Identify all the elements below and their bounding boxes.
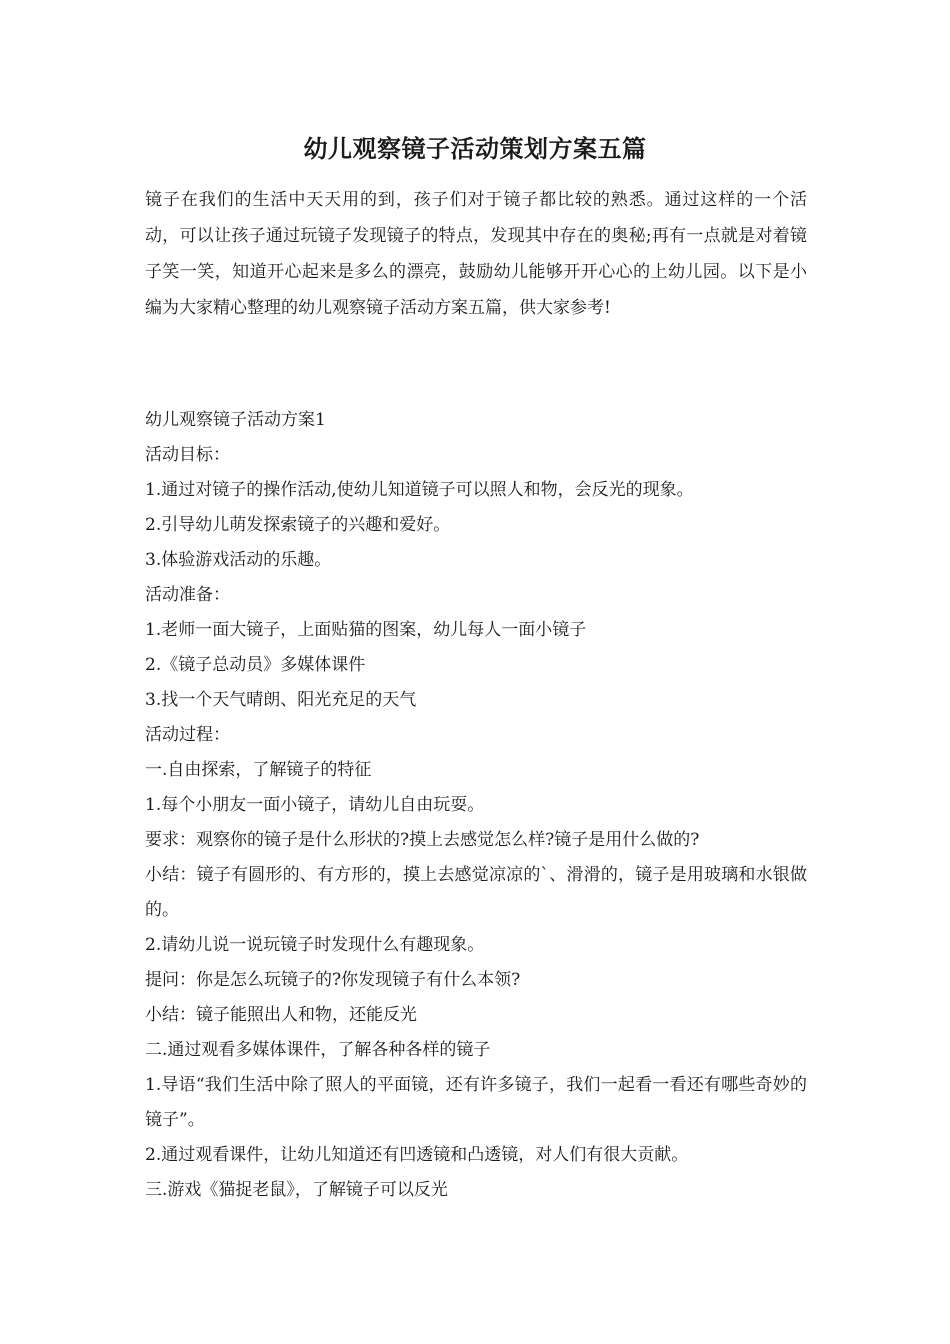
- list-item: 2.引导幼儿萌发探索镜子的兴趣和爱好。: [145, 515, 451, 535]
- list-item: 2.通过观看课件，让幼儿知道还有凹透镜和凸透镜，对人们有很大贡献。: [145, 1145, 689, 1165]
- list-item: 1.每个小朋友一面小镜子，请幼儿自由玩耍。: [145, 795, 485, 815]
- intro-paragraph: 镜子在我们的生活中天天用的到，孩子们对于镜子都比较的熟悉。通过这样的一个活动，可以让孩子通过玩镜子发现镜子的特点，发现其中存在的奥秘;再有一点就是对着镜子笑一笑，知道开心起来是多么的漂亮，鼓励幼儿能够开开心心的上幼儿园。以下是小编为大家精心整理的幼儿观察镜子活动方案五篇，供大家参考!: [145, 190, 807, 318]
- paragraph-line: 要求：观察你的镜子是什么形状的?摸上去感觉怎么样?镜子是用什么做的?: [145, 830, 700, 850]
- subheading-preparation: 活动准备：: [145, 585, 230, 605]
- list-item: 1.导语“我们生活中除了照人的平面镜，还有许多镜子，我们一起看一看还有哪些奇妙的镜子”。: [145, 1075, 807, 1130]
- list-item: 2.《镜子总动员》多媒体课件: [145, 655, 366, 675]
- list-item: 1.通过对镜子的操作活动,使幼儿知道镜子可以照人和物，会反光的现象。: [145, 480, 694, 500]
- paragraph-line: 小结：镜子有圆形的、有方形的，摸上去感觉凉凉的`、滑滑的，镜子是用玻璃和水银做的。: [145, 865, 807, 920]
- subheading-process: 活动过程：: [145, 725, 230, 745]
- document-body: [145, 403, 807, 1208]
- section-heading: 幼儿观察镜子活动方案1: [145, 410, 326, 430]
- list-item: 3.找一个天气晴朗、阳光充足的天气: [145, 690, 417, 710]
- step-heading: 二.通过观看多媒体课件，了解各种各样的镜子: [145, 1040, 491, 1060]
- document-title: 幼儿观察镜子活动策划方案五篇: [303, 134, 647, 163]
- subheading-goals: 活动目标：: [145, 445, 230, 465]
- list-item: 3.体验游戏活动的乐趣。: [145, 550, 332, 570]
- paragraph-line: 小结：镜子能照出人和物，还能反光: [145, 1005, 417, 1025]
- list-item: 1.老师一面大镜子，上面贴猫的图案，幼儿每人一面小镜子: [145, 620, 587, 640]
- list-item: 2.请幼儿说一说玩镜子时发现什么有趣现象。: [145, 935, 485, 955]
- step-heading: 一.自由探索，了解镜子的特征: [145, 760, 372, 780]
- paragraph-line: 提问：你是怎么玩镜子的?你发现镜子有什么本领?: [145, 970, 521, 990]
- step-heading: 三.游戏《猫捉老鼠》，了解镜子可以反光: [145, 1180, 448, 1200]
